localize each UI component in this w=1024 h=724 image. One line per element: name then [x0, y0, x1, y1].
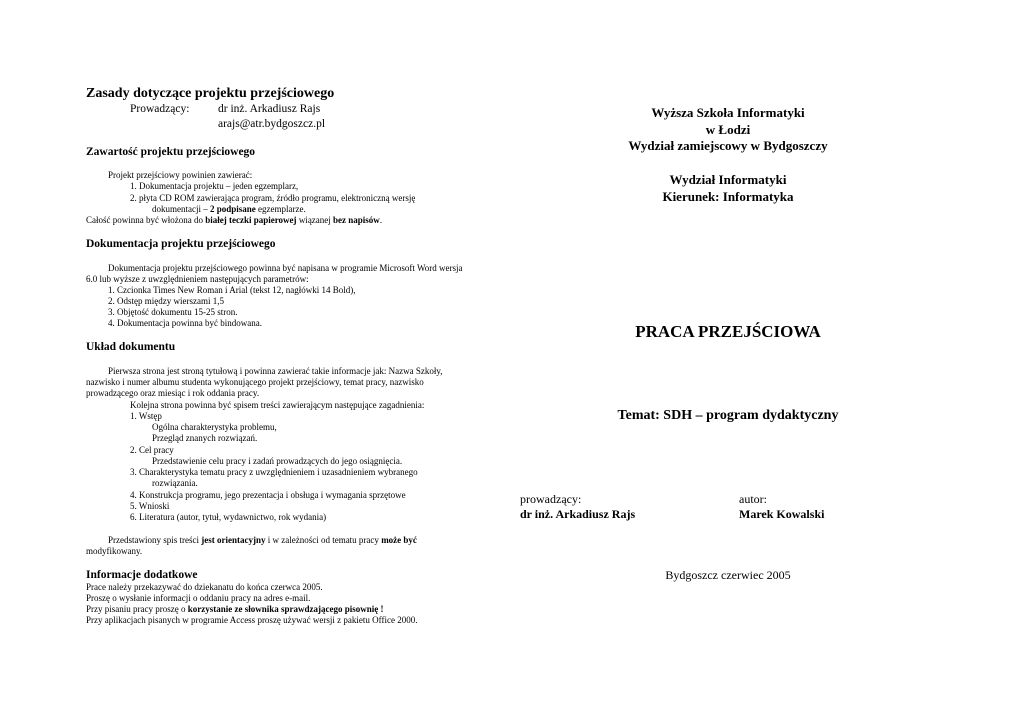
supervisor-name-right: dr inż. Arkadiusz Rajs: [520, 507, 636, 521]
section1-item-1: 1. Dokumentacja projektu – jeden egzemplarz,: [130, 181, 299, 191]
toc-item-1a: Ogólna charakterystyka problemu,: [152, 422, 277, 432]
toc-item-5: 5. Wnioski: [130, 501, 170, 511]
section2-item-4: 4. Dokumentacja powinna być bindowana.: [108, 318, 262, 328]
toc-item-4: 4. Konstrukcja programu, jego prezentacja i obsługa i wymagania sprzętowe: [130, 490, 406, 500]
section1-item-2-cont: dokumentacji – 2 podpisane egzemplarze.: [152, 204, 306, 214]
author-label: autor:: [739, 492, 767, 506]
section2-item-1: 1. Czcionka Times New Roman i Arial (tekst 12, nagłówki 14 Bold),: [108, 285, 356, 295]
work-type: PRACA PRZEJŚCIOWA: [635, 322, 821, 341]
field-of-study: Kierunek: Informatyka: [662, 189, 794, 204]
section2-intro-2: 6.0 lub wyższe z uwzględnieniem następujących parametrów:: [86, 274, 309, 284]
supervisor-email: arajs@atr.bydgoszcz.pl: [218, 118, 326, 130]
supervisor-label: Prowadzący:: [130, 103, 190, 115]
additional-line-3: Przy pisaniu pracy proszę o korzystanie ze słownika sprawdzającego pisownię !: [86, 604, 384, 614]
additional-line-1: Prace należy przekazywać do dziekanatu do końca czerwca 2005.: [86, 582, 323, 592]
section1-intro: Projekt przejściowy powinien zawierać:: [108, 170, 253, 180]
section3-p3: prowadzącego oraz miesiąc i rok oddania pracy.: [86, 388, 260, 398]
section3-note: Przedstawiony spis treści jest orientacyjny i w zależności od tematu pracy może być: [108, 535, 417, 545]
section1-closing: Całość powinna być włożona do białej teczki papierowej wiązanej bez napisów.: [86, 215, 383, 225]
school-name: Wyższa Szkoła Informatyki: [651, 105, 805, 120]
supervisor-name: dr inż. Arkadiusz Rajs: [218, 103, 321, 115]
toc-item-1b: Przegląd znanych rozwiązań.: [152, 433, 258, 443]
section3-note-end: modyfikowany.: [86, 546, 143, 556]
toc-item-2a: Przedstawienie celu pracy i zadań prowadzących do jego osiągnięcia.: [152, 456, 403, 466]
school-city: w Łodzi: [705, 122, 751, 137]
section2-item-2: 2. Odstęp między wierszami 1,5: [108, 296, 224, 306]
author-name: Marek Kowalski: [739, 507, 825, 521]
section1-item-2: 2. płyta CD ROM zawierająca program, źródło programu, elektroniczną wersję: [130, 193, 416, 203]
school-branch: Wydział zamiejscowy w Bydgoszczy: [628, 138, 828, 153]
section3-p4: Kolejna strona powinna być spisem treści zawierającym następujące zagadnienia:: [130, 400, 425, 410]
section-heading-additional: Informacje dodatkowe: [86, 569, 198, 581]
toc-item-1: 1. Wstęp: [130, 411, 162, 421]
toc-item-3-cont: rozwiązania.: [152, 478, 198, 488]
place-date: Bydgoszcz czerwiec 2005: [665, 568, 791, 582]
faculty-name: Wydział Informatyki: [669, 172, 787, 187]
toc-item-2: 2. Cel pracy: [130, 445, 174, 455]
section2-item-3: 3. Objętość dokumentu 15-25 stron.: [108, 307, 238, 317]
toc-item-3: 3. Charakterystyka tematu pracy z uwzględnieniem i uzasadnieniem wybranego: [130, 467, 418, 477]
section-heading-contents: Zawartość projektu przejściowego: [86, 146, 256, 158]
left-title: Zasady dotyczące projektu przejściowego: [86, 86, 335, 101]
supervisor-label-right: prowadzący:: [520, 492, 582, 506]
section-heading-documentation: Dokumentacja projektu przejściowego: [86, 238, 276, 250]
toc-item-6: 6. Literatura (autor, tytuł, wydawnictwo, rok wydania): [130, 512, 327, 522]
section3-p1: Pierwsza strona jest stroną tytułową i powinna zawierać takie informacje jak: Nazwa Szkoły,: [108, 366, 443, 376]
section-heading-layout: Układ dokumentu: [86, 341, 176, 353]
section2-intro-1: Dokumentacja projektu przejściowego powinna być napisana w programie Microsoft Word wersja: [108, 263, 463, 273]
additional-line-2: Proszę o wysłanie informacji o oddaniu pracy na adres e-mail.: [86, 593, 311, 603]
additional-line-4: Przy aplikacjach pisanych w programie Access proszę używać wersji z pakietu Office 2000.: [86, 615, 418, 625]
work-topic: Temat: SDH – program dydaktyczny: [617, 408, 839, 423]
section3-p2: nazwisko i numer albumu studenta wykonującego projekt przejściowy, temat pracy, nazwisko: [86, 377, 424, 387]
